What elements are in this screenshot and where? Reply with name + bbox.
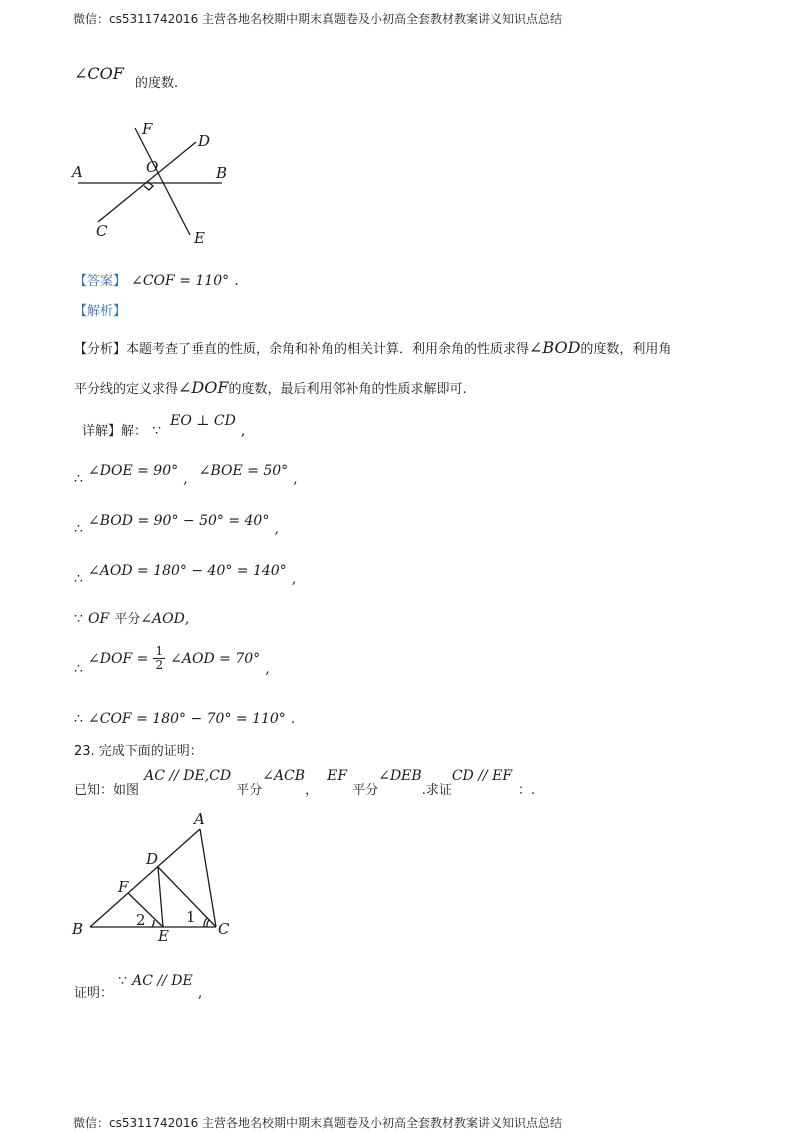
label-f: F <box>118 878 129 896</box>
because-symbol: ∵ <box>74 611 83 627</box>
question-tail <box>74 64 179 91</box>
label-angle-2: 2 <box>136 911 146 929</box>
fenxi-math-dof: ∠DOF <box>178 378 229 397</box>
label-d: D <box>146 850 159 868</box>
angle-arc-1a <box>207 920 209 927</box>
q23-given-d: 平分 <box>352 783 379 798</box>
step-2-expr: ∠BOD = 90° − 50° = 40° <box>88 513 270 529</box>
q23-math-3: EF <box>327 768 348 784</box>
comma: , <box>291 571 297 587</box>
label-e: E <box>194 229 205 247</box>
comma: , <box>183 471 188 487</box>
step-2 <box>74 510 279 537</box>
label-d: D <box>198 132 211 150</box>
label-e: E <box>158 927 169 945</box>
therefore-symbol: ∴ <box>74 571 83 587</box>
label-a: A <box>72 163 83 181</box>
q23-given-a: 已知：如图 <box>74 783 140 798</box>
because-symbol: ∵ <box>118 973 128 989</box>
q23-given-e: .求证 <box>421 783 452 798</box>
question-tail-text: 的度数. <box>134 76 179 91</box>
detail-intro: 详解】解： <box>82 424 148 439</box>
step-4-bisect: 平分 <box>114 612 141 627</box>
therefore-symbol: ∴ <box>74 521 83 537</box>
q23-math-5: CD // EF <box>451 768 513 784</box>
label-b: B <box>72 920 84 938</box>
step-3 <box>74 560 297 587</box>
label-angle-1: 1 <box>186 908 196 926</box>
therefore-symbol: ∴ <box>74 471 83 487</box>
step-1-b: ∠BOE = 50° <box>198 463 289 479</box>
step-6-expr: ∠COF = 180° − 70° = 110° <box>88 711 286 727</box>
label-c: C <box>96 222 108 240</box>
step-5-b: ∠AOD = 70° <box>170 651 261 667</box>
step-5-a: ∠DOF = <box>88 651 149 667</box>
step-3-expr: ∠AOD = 180° − 40° = 140° <box>88 563 287 579</box>
fraction-one-half <box>153 645 165 672</box>
line-fe <box>135 128 190 235</box>
fenxi-line-1 <box>74 338 671 357</box>
figure-triangle-diagram <box>66 810 246 945</box>
fenxi-text-2b: 的度数，最后利用邻补角的性质求解即可. <box>228 382 467 397</box>
footer-watermark: 微信：cs5311742016 主营各地名校期中期末真题卷及小初高全套教材教案讲义知识点总结 <box>73 1116 563 1130</box>
step-6 <box>74 708 295 727</box>
question-tail-math: ∠COF <box>74 64 124 83</box>
step-1 <box>74 460 298 487</box>
comma: , <box>197 985 203 1001</box>
comma: , <box>274 521 279 537</box>
proof-label: 证明： <box>74 986 114 1001</box>
step-4-aod: ∠AOD <box>140 611 185 627</box>
line-cd <box>98 142 196 222</box>
q23-given-c: ， <box>305 783 319 798</box>
fenxi-text-1a: 【分析】本题考查了垂直的性质，余角和补角的相关计算．利用余角的性质求得 <box>74 342 530 357</box>
step-4-of: OF <box>88 611 110 627</box>
q23-math-2: ∠ACB <box>262 768 306 784</box>
label-f: F <box>142 120 153 138</box>
step-5 <box>74 644 270 677</box>
period: . <box>290 711 296 727</box>
q23-math-1: AC // DE,CD <box>144 768 232 784</box>
q23-title: 23. 完成下面的证明： <box>74 744 203 759</box>
proof-math: AC // DE <box>132 973 193 989</box>
fraction-denominator: 2 <box>155 658 164 672</box>
segment-de <box>158 867 163 927</box>
therefore-symbol: ∴ <box>74 711 83 727</box>
proof-line <box>74 970 203 1001</box>
comma: , <box>293 471 298 487</box>
fraction-numerator: 1 <box>155 644 164 658</box>
answer-end: . <box>234 273 239 289</box>
label-a: A <box>194 810 205 828</box>
comma: , <box>240 423 246 439</box>
answer-value: ∠COF = 110° <box>131 273 230 289</box>
angle-arc-2 <box>152 920 154 927</box>
fenxi-text-1b: 的度数，利用角 <box>580 342 672 357</box>
q23-math-4: ∠DEB <box>378 768 422 784</box>
detail-intro-line <box>82 410 246 439</box>
answer-line <box>74 270 239 289</box>
comma: , <box>265 661 270 677</box>
q23-given-f: ：. <box>518 783 536 798</box>
therefore-symbol: ∴ <box>74 661 83 677</box>
fenxi-text-2a: 平分线的定义求得 <box>74 382 179 397</box>
answer-tag: 【答案】 <box>74 274 127 289</box>
because-symbol: ∵ <box>152 423 162 439</box>
step-1-a: ∠DOE = 90° <box>88 463 179 479</box>
fenxi-math-bod: ∠BOD <box>529 338 581 357</box>
header-watermark: 微信：cs5311742016 主营各地名校期中期末真题卷及小初高全套教材教案讲义知识点总结 <box>73 12 563 26</box>
analysis-tag: 【解析】 <box>74 304 127 319</box>
label-b: B <box>216 164 228 182</box>
step-4 <box>74 608 189 627</box>
fenxi-line-2 <box>74 378 467 397</box>
q23-given <box>74 765 536 798</box>
label-o: O <box>146 158 159 176</box>
comma: , <box>184 611 190 627</box>
q23-given-b: 平分 <box>236 783 263 798</box>
condition-eo-perp-cd: EO ⊥ CD <box>170 413 236 429</box>
figure-angle-diagram <box>60 110 260 250</box>
label-c: C <box>218 920 230 938</box>
